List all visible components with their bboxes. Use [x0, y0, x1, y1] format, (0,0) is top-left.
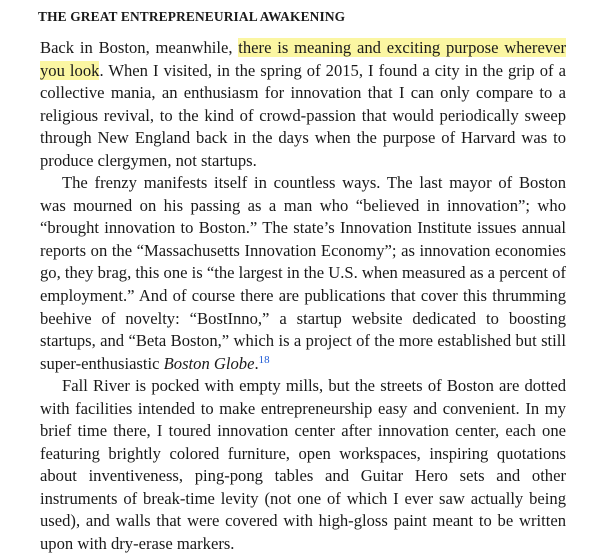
highlighted-passage[interactable]: there is meaning and exciting purpose wherever you look: [40, 38, 566, 80]
paragraph-2-period: .: [254, 353, 259, 373]
footnote-link[interactable]: 18: [258, 353, 270, 366]
chapter-heading: THE GREAT ENTREPRENEURIAL AWAKENING: [38, 9, 346, 24]
publication-title: Boston Globe: [163, 353, 255, 373]
paragraph-1-text-start: Back in Boston, meanwhile,: [40, 38, 239, 57]
paragraph-3-text: Fall River is pocked with empty mills, but the streets of Boston are dotted with facilities intended to make entrepreneurship easy and convenient. In my brief time there, I toured innovation center after innovation center, each one featuring brightly colored furniture, open workspaces, inspiring quotations about inventiveness, ping-pong tables and Guitar Hero sets and other instruments of break-time levity (not one of which I ever saw actually being used), and walls that were covered with high-gloss paint meant to be written upon with dry-erase markers.: [40, 376, 566, 554]
paragraph-3: [40, 375, 566, 555]
paragraph-2: [40, 172, 566, 375]
paragraph-2-text: The frenzy manifests itself in countless ways. The last mayor of Boston was mourned on his passing as a man who “believed in innovation”; who “brought innovation to Boston.” The state’s Innovation Institute issues annual reports on the “Massachusetts Innovation Economy”; as innovation economies go, they brag, this one is “the largest in the U.S. when measured as a percent of employment.” And of course there are publications that cover this thrumming beehive of novelty: “BostInno,” a startup website dedicated to boosting startups, and “Beta Boston,” which is a project of the more established but still super-enthusiastic: [40, 173, 566, 373]
paragraph-1-text-end: . When I visited, in the spring of 2015, I found a city in the grip of a collective mania, an enthusiasm for innovation that I can only compare to a religious revival, to the kind of crowd-passion that would periodically sweep through New England back in the days when the purpose of Harvard was to produce clergymen, not startups.: [40, 60, 566, 170]
paragraph-1: [40, 37, 566, 172]
